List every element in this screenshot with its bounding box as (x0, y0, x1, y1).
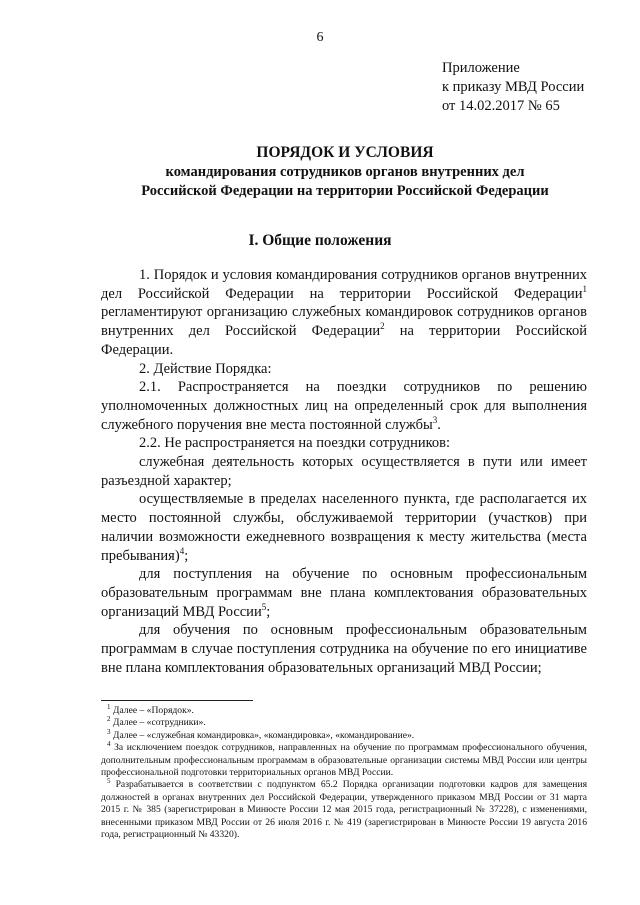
footnote: $^3$ Далее – «служебная командировка», «командировка», «командирование». (107, 727, 415, 741)
title-line: командирования сотрудников органов внутренних дел (165, 163, 525, 180)
footnotes (101, 702, 587, 841)
footnote-ref: 1 (582, 283, 587, 294)
appendix-line: Приложение (442, 60, 520, 76)
appendix-line: от 14.02.2017 № 65 (442, 98, 560, 114)
appendix-block (442, 59, 584, 116)
document-title (95, 143, 595, 202)
page-number: 6 (316, 30, 324, 45)
footnote-ref: 5 (261, 601, 267, 612)
appendix-line: к приказу МВД России (442, 79, 585, 95)
paragraph: осуществляемые в пределах населенного пункта, где располагается их место постоянной службы, обслуживаемой территории (участков) при наличии возможности ежедневного возвращения к месту жительства (места пребывания)$^4$; (101, 491, 587, 564)
footnote: $^1$ Далее – «Порядок». (107, 702, 194, 716)
paragraph: 2. Действие Порядка: (139, 360, 272, 377)
paragraph: 2.1. Распространяется на поездки сотрудников по решению уполномоченных должностных лиц на определенный срок для выполнения служебного поручения вне места постоянной службы$^3$. (101, 379, 587, 433)
footnote-ref: 3 (432, 414, 438, 425)
footnote: $^5$ Разрабатывается в соответствии с подпунктом 65.2 Порядка организации подготовки кадров для замещения должностей в органах внутренних дел Российской Федерации, утвержденного приказом МВД России от 31 марта 2015 г. № 385 (зарегистрирован в Минюсте России 12 мая 2015 года, регистрационный № 37228), с изменениями, внесенными приказом МВД России от 26 июля 2016 г. № 419 (зарегистрирован в Минюсте России 19 августа 2016 года, регистрационный № 43320). (101, 777, 587, 841)
footnote: $^2$ Далее – «сотрудники». (107, 715, 206, 729)
paragraph: 2.2. Не распространяется на поездки сотрудников: (139, 435, 451, 452)
paragraph: 1. Порядок и условия командирования сотрудников органов внутренних дел Российской Федерации на территории Российской Федерации$^1$ регламентируют организацию служебных командировок сотрудников органов внутренних дел Российской Федерации$^2$ на территории Российской Федерации. (101, 267, 587, 358)
paragraph: для поступления на обучение по основным профессиональным образовательным программам вне плана комплектования образовательных организаций МВД России$^5$; (101, 566, 587, 620)
paragraph: служебная деятельность которых осуществляется в пути или имеет разъездной характер; (101, 454, 587, 489)
paragraph: для обучения по основным профессиональным образовательным программам в случае поступления сотрудника на обучение по его инициативе вне плана комплектования образовательных организаций МВД России; (101, 622, 587, 676)
footnote-divider (101, 700, 253, 701)
footnote-ref: 2 (380, 321, 385, 332)
footnote-ref: 4 (179, 545, 185, 556)
body-text (101, 266, 587, 677)
title-line: Российской Федерации на территории Российской Федерации (141, 183, 549, 199)
title-line: ПОРЯДОК И УСЛОВИЯ (256, 144, 434, 161)
section-heading: I. Общие положения (248, 232, 392, 249)
footnote: $^4$ За исключением поездок сотрудников, направленных на обучение по программам профессионального обучения, дополнительным профессиональным программам в образовательные организации системы МВД России или центры профессиональной подготовки территориальных органов МВД России. (101, 740, 587, 779)
